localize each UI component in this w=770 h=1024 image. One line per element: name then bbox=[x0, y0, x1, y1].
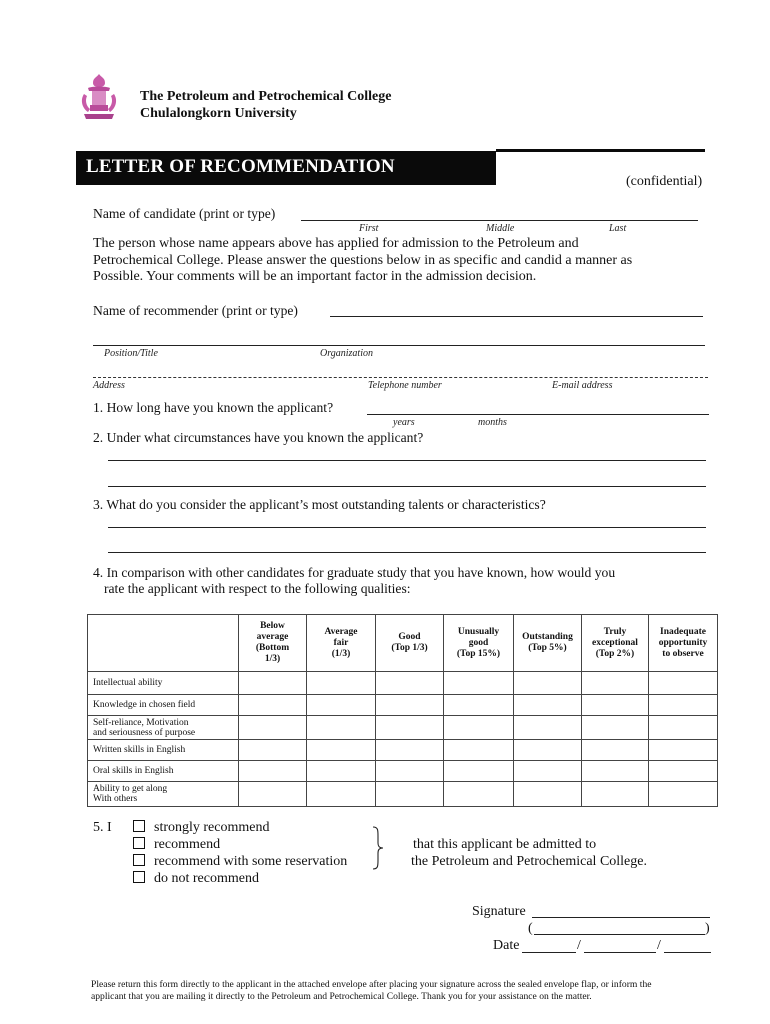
column-header-average: Average fair (1/3) bbox=[307, 615, 376, 672]
rating-cell[interactable] bbox=[239, 761, 307, 782]
rating-cell[interactable] bbox=[649, 761, 718, 782]
university-name: Chulalongkorn University bbox=[140, 106, 297, 121]
signature-label: Signature bbox=[472, 904, 526, 919]
quality-label: Written skills in English bbox=[88, 740, 239, 761]
rating-cell[interactable] bbox=[649, 716, 718, 740]
recommender-name-field[interactable] bbox=[330, 316, 703, 317]
quality-label: Self-reliance, Motivation and seriousness of purpose bbox=[88, 716, 239, 740]
rating-cell[interactable] bbox=[239, 695, 307, 716]
rating-cell[interactable] bbox=[514, 695, 582, 716]
table-row bbox=[88, 761, 718, 782]
column-header-outstanding: Outstanding (Top 5%) bbox=[514, 615, 582, 672]
option-recommend[interactable]: recommend bbox=[133, 837, 220, 853]
organization-caption: Organization bbox=[320, 348, 373, 359]
printed-name-open-paren: ( bbox=[528, 921, 533, 936]
quality-label: Knowledge in chosen field bbox=[88, 695, 239, 716]
email-caption: E-mail address bbox=[552, 380, 613, 391]
rating-cell[interactable] bbox=[239, 672, 307, 695]
telephone-caption: Telephone number bbox=[368, 380, 442, 391]
rating-cell[interactable] bbox=[582, 672, 649, 695]
table-header-row bbox=[88, 615, 718, 672]
option-strongly-recommend[interactable]: strongly recommend bbox=[133, 820, 269, 836]
question-2: 2. Under what circumstances have you known the applicant? bbox=[93, 430, 424, 445]
question-1: 1. How long have you known the applicant? bbox=[93, 400, 334, 415]
intro-line: Petrochemical College. Please answer the questions below in as specific and candid a manner as bbox=[93, 252, 633, 268]
first-name-caption: First bbox=[359, 223, 379, 234]
option-recommend-with-reservation[interactable]: recommend with some reservation bbox=[133, 854, 347, 870]
intro-line: The person whose name appears above has applied for admission to the Petroleum and bbox=[93, 236, 579, 251]
footer-note bbox=[91, 979, 721, 1003]
rating-cell[interactable] bbox=[444, 782, 514, 807]
rating-cell[interactable] bbox=[444, 716, 514, 740]
rating-cell[interactable] bbox=[444, 695, 514, 716]
question-5-label: 5. I bbox=[93, 820, 112, 835]
quality-label: Intellectual ability bbox=[88, 672, 239, 695]
rating-cell[interactable] bbox=[649, 695, 718, 716]
answer-3-line-1[interactable] bbox=[108, 527, 706, 528]
middle-name-caption: Middle bbox=[486, 223, 515, 234]
rating-cell[interactable] bbox=[444, 740, 514, 761]
rating-cell[interactable] bbox=[649, 740, 718, 761]
position-organization-field[interactable] bbox=[93, 345, 705, 346]
rating-cell[interactable] bbox=[582, 761, 649, 782]
intro-paragraph bbox=[93, 236, 713, 286]
rating-cell[interactable] bbox=[307, 672, 376, 695]
checkbox[interactable] bbox=[133, 871, 145, 883]
checkbox[interactable] bbox=[133, 820, 145, 832]
rating-cell[interactable] bbox=[514, 672, 582, 695]
column-header-truly-exceptional: Truly exceptional (Top 2%) bbox=[582, 615, 649, 672]
table-row bbox=[88, 740, 718, 761]
footer-line: applicant that you are mailing it directly to the Petroleum and Petrochemical College. Thank you for your assistance on the matter. bbox=[91, 991, 592, 1002]
rating-cell[interactable] bbox=[239, 782, 307, 807]
months-caption: months bbox=[478, 417, 507, 428]
recommendation-conclusion-continued: the Petroleum and Petrochemical College. bbox=[411, 854, 647, 869]
column-header-inadequate: Inadequate opportunity to observe bbox=[649, 615, 718, 672]
position-caption: Position/Title bbox=[104, 348, 158, 359]
rating-cell[interactable] bbox=[444, 672, 514, 695]
known-duration-field[interactable] bbox=[367, 414, 709, 415]
university-seal-icon bbox=[78, 72, 120, 122]
printed-name-field[interactable] bbox=[534, 934, 705, 935]
rating-cell[interactable] bbox=[307, 740, 376, 761]
rating-table bbox=[87, 614, 718, 807]
question-4-continued: rate the applicant with respect to the following qualities: bbox=[104, 581, 411, 596]
printed-name-close-paren: ) bbox=[705, 921, 710, 936]
rating-cell[interactable] bbox=[376, 672, 444, 695]
candidate-name-field[interactable] bbox=[301, 220, 698, 221]
candidate-label: Name of candidate (print or type) bbox=[93, 206, 276, 221]
question-4: 4. In comparison with other candidates for graduate study that you have known, how would you bbox=[93, 565, 616, 580]
date-label: Date bbox=[493, 938, 520, 953]
rating-cell[interactable] bbox=[649, 782, 718, 807]
footer-line: Please return this form directly to the applicant in the attached envelope after placing your signature across the sealed envelope flap, or inform the bbox=[91, 979, 652, 990]
signature-field[interactable] bbox=[532, 917, 710, 918]
right-brace-icon bbox=[372, 826, 384, 870]
rating-cell[interactable] bbox=[239, 716, 307, 740]
date-separator: / bbox=[577, 938, 581, 953]
rating-cell[interactable] bbox=[514, 761, 582, 782]
rating-cell[interactable] bbox=[582, 740, 649, 761]
answer-3-line-2[interactable] bbox=[108, 552, 706, 553]
quality-header bbox=[88, 615, 239, 672]
recommendation-conclusion: that this applicant be admitted to bbox=[413, 837, 597, 852]
date-year-field[interactable] bbox=[664, 952, 711, 953]
table-row bbox=[88, 695, 718, 716]
quality-label: Ability to get along With others bbox=[88, 782, 239, 807]
confidential-note: (confidential) bbox=[626, 174, 703, 189]
rating-cell[interactable] bbox=[376, 695, 444, 716]
quality-label: Oral skills in English bbox=[88, 761, 239, 782]
answer-2-line-1[interactable] bbox=[108, 460, 706, 461]
rating-cell[interactable] bbox=[307, 761, 376, 782]
table-row bbox=[88, 672, 718, 695]
option-do-not-recommend[interactable]: do not recommend bbox=[133, 871, 259, 887]
rating-cell[interactable] bbox=[376, 716, 444, 740]
column-header-below-average: Below average (Bottom 1/3) bbox=[239, 615, 307, 672]
date-month-field[interactable] bbox=[584, 952, 656, 953]
rating-cell[interactable] bbox=[514, 782, 582, 807]
rating-cell[interactable] bbox=[376, 761, 444, 782]
rating-cell[interactable] bbox=[582, 716, 649, 740]
column-header-good: Good (Top 1/3) bbox=[376, 615, 444, 672]
rating-cell[interactable] bbox=[376, 782, 444, 807]
recommender-label: Name of recommender (print or type) bbox=[93, 303, 298, 318]
rating-cell[interactable] bbox=[376, 740, 444, 761]
last-name-caption: Last bbox=[609, 223, 627, 234]
rating-cell[interactable] bbox=[582, 782, 649, 807]
date-day-field[interactable] bbox=[522, 952, 576, 953]
column-header-unusually-good: Unusually good (Top 15%) bbox=[444, 615, 514, 672]
title-rule bbox=[496, 149, 705, 152]
address-caption: Address bbox=[93, 380, 125, 391]
question-3: 3. What do you consider the applicant’s most outstanding talents or characteristics? bbox=[93, 497, 546, 512]
rating-cell[interactable] bbox=[649, 672, 718, 695]
rating-cell[interactable] bbox=[514, 716, 582, 740]
answer-2-line-2[interactable] bbox=[108, 486, 706, 487]
rating-cell[interactable] bbox=[582, 695, 649, 716]
rating-cell[interactable] bbox=[514, 740, 582, 761]
checkbox[interactable] bbox=[133, 837, 145, 849]
rating-cell[interactable] bbox=[444, 761, 514, 782]
page-title: LETTER OF RECOMMENDATION bbox=[86, 156, 395, 177]
intro-line: Possible. Your comments will be an important factor in the admission decision. bbox=[93, 269, 537, 285]
address-contact-field[interactable] bbox=[93, 377, 708, 378]
rating-cell[interactable] bbox=[307, 782, 376, 807]
table-row bbox=[88, 716, 718, 740]
rating-cell[interactable] bbox=[307, 695, 376, 716]
rating-cell[interactable] bbox=[307, 716, 376, 740]
date-separator: / bbox=[657, 938, 661, 953]
table-row bbox=[88, 782, 718, 807]
checkbox[interactable] bbox=[133, 854, 145, 866]
rating-cell[interactable] bbox=[239, 740, 307, 761]
years-caption: years bbox=[393, 417, 415, 428]
institution-name: The Petroleum and Petrochemical College bbox=[140, 89, 392, 104]
